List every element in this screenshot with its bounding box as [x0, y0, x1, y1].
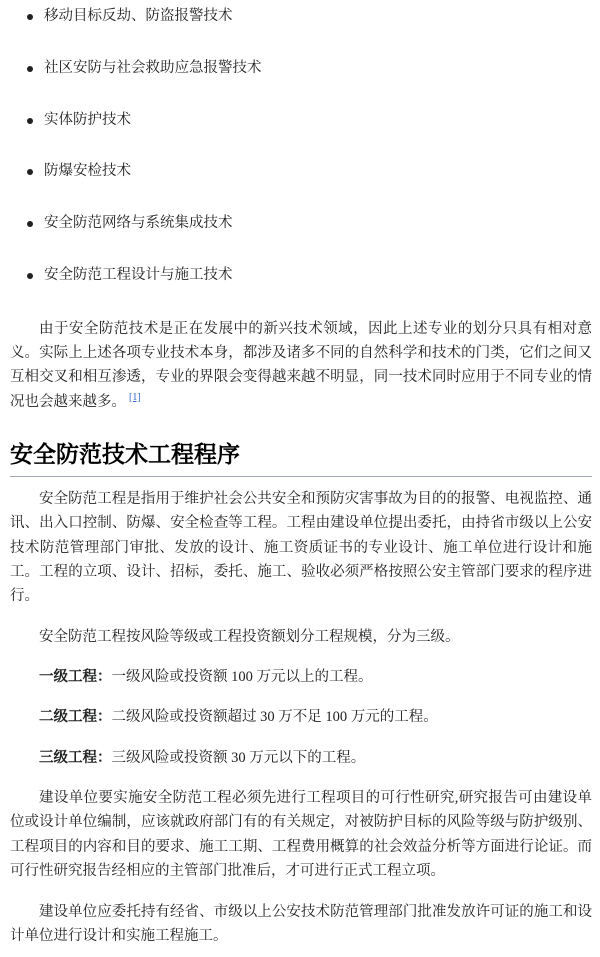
list-item-label: 安全防范工程设计与施工技术: [44, 266, 233, 283]
bullet-dot-icon: [27, 66, 33, 72]
intro-paragraph: [10, 317, 592, 414]
intro-paragraph-text: 由于安全防范技术是正在发展中的新兴技术领域，因此上述专业的划分只具有相对意义。实际上上述各项专业技术本身，都涉及诸多不同的自然科学和技术的门类，它们之间又互相交叉和相互渗透，专业的界限会变得越来越不明显，同一技术同时应用于不同专业的情况也会越来越多。: [10, 320, 592, 410]
paragraph-feasibility-study: 建设单位要实施安全防范工程必须先进行工程项目的可行性研究,研究报告可由建设单位或设计单位编制，应该就政府部门有的有关规定，对被防护目标的风险等级与防护级别、工程项目的内容和目的要求、施工工期、工程费用概算的社会效益分析等方面进行论证。而可行性研究报告经相应的主管部门批准后，才可进行正式工程立项。: [10, 790, 592, 880]
list-item-label: 社区安防与社会救助应急报警技术: [44, 59, 262, 76]
reference-link-1[interactable]: [1]: [129, 391, 141, 403]
list-item: [10, 58, 592, 80]
paragraph-grade-intro: 安全防范工程按风险等级或工程投资额划分工程规模，分为三级。: [39, 628, 460, 645]
bullet-dot-icon: [27, 14, 33, 20]
list-item: [10, 161, 592, 183]
bullet-dot-icon: [27, 169, 33, 175]
paragraph-engineering-definition: 安全防范工程是指用于维护社会公共安全和预防灾害事故为目的的报警、电视监控、通讯、出入口控制、防爆、安全检查等工程。工程由建设单位提出委托，由持省市级以上公安技术防范管理部门审批、发放的设计、施工资质证书的专业设计、施工单位进行设计和施工。工程的立项、设计、招标，委托、施工、验收必须严格按照公安主管部门要求的程序进行。: [10, 490, 592, 605]
list-item-label: 安全防范网络与系统集成技术: [44, 215, 233, 231]
grade-level-2-label: 二级工程：: [39, 709, 112, 726]
document-page: [0, 6, 600, 948]
grade-level-2: [10, 705, 592, 729]
list-item: [10, 110, 592, 132]
bullet-dot-icon: [27, 118, 33, 124]
technology-bullet-list: [10, 6, 592, 287]
list-item-label: 移动目标反劫、防盗报警技术: [44, 8, 233, 24]
grade-level-2-text: 二级风险或投资额超过 30 万不足 100 万元的工程。: [111, 709, 438, 726]
list-item-label: 实体防护技术: [44, 111, 131, 128]
bullet-dot-icon: [27, 221, 33, 227]
bullet-dot-icon: [27, 273, 33, 279]
grade-level-3: [10, 746, 592, 770]
grade-level-3-label: 三级工程：: [39, 749, 112, 766]
section-heading: 安全防范技术工程程序: [10, 440, 592, 477]
grade-level-1-label: 一级工程：: [39, 668, 112, 685]
paragraph-construction-entrust: 建设单位应委托持有经省、市级以上公安技术防范管理部门批准发放许可证的施工和设计单位进行设计和实施工程施工。: [10, 903, 592, 944]
grade-level-1-text: 一级风险或投资额 100 万元以上的工程。: [111, 668, 373, 685]
list-item: [10, 213, 592, 235]
list-item: [10, 6, 592, 28]
list-item: [10, 265, 592, 287]
list-item-label: 防爆安检技术: [44, 163, 131, 180]
grade-level-3-text: 三级风险或投资额 30 万元以下的工程。: [111, 749, 366, 766]
grade-level-1: [10, 665, 592, 689]
